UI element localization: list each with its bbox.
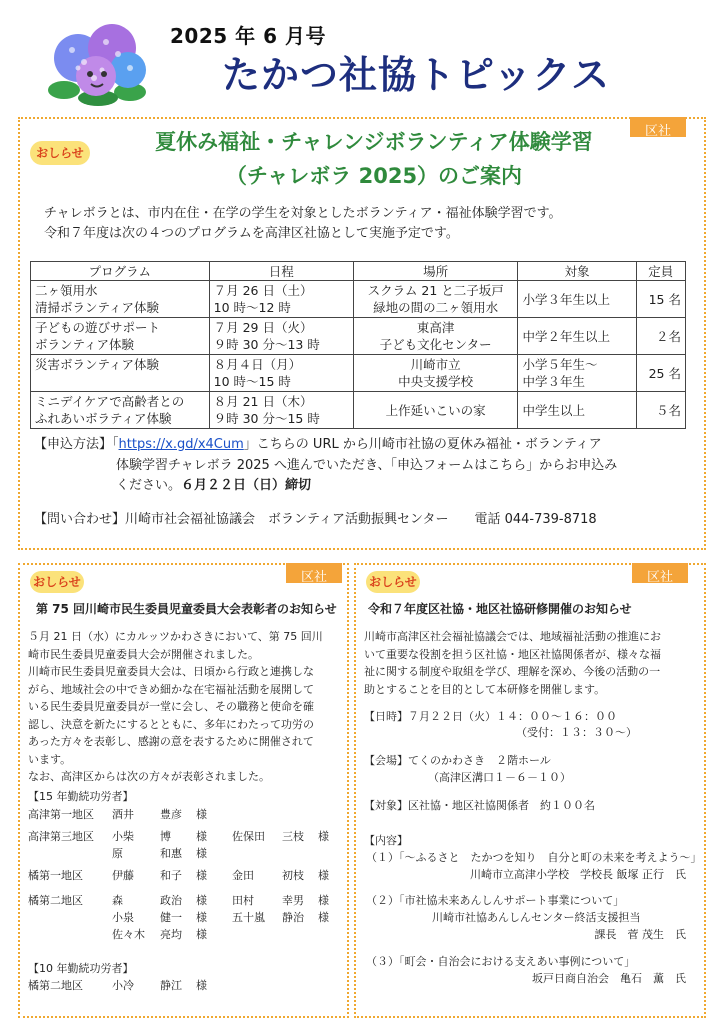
content-item-2-speaker-name: 課長 菅 茂生 氏: [594, 928, 686, 941]
oshirase-badge: おしらせ: [30, 571, 84, 593]
cell-capacity: 25 名: [636, 355, 685, 392]
cell-target: 中学生以上: [518, 392, 636, 429]
issue-date: 2025 年 6 月号: [170, 24, 326, 48]
col-header-schedule: 日程: [209, 262, 353, 281]
apply-line1: 【申込方法】「https://x.gd/x4Cum」こちらの URL から川崎市社協の夏休み福祉・ボランティア: [34, 437, 602, 452]
event-date: 【日時】７月２２日（火）１４：００～１６：００: [364, 710, 617, 723]
oshirase-badge: おしらせ: [30, 141, 90, 165]
table-row: [31, 318, 686, 355]
apply-line3: ください。６月２２日（日）締切: [116, 478, 312, 493]
event-venue-address: （高津区溝口１－６－１０）: [428, 771, 571, 784]
newsletter-title: たかつ社協トピックス: [222, 53, 611, 97]
award-row: 高津第一地区 酒井 豊彦 様: [28, 808, 207, 821]
apply-deadline: ６月２２日（日）締切: [181, 478, 312, 493]
cell-target: 中学２年生以上: [518, 318, 636, 355]
oshirase-badge: おしらせ: [366, 571, 420, 593]
cell-schedule: ８月４日（月） 10 時～15 時: [209, 355, 353, 392]
cell-place: 川崎市立 中央支援学校: [353, 355, 518, 392]
content-item-3-speaker: 坂戸日商自治会 亀石 薫 氏: [532, 972, 686, 985]
award-row: 橘第二地区 森 政治 様 田村 幸男 様 小泉 健一 様 五十嵐 静治 様 佐々木 亮均 様: [28, 894, 329, 941]
cell-program: ミニデイケアで高齢者との ふれあいボラティア体験: [31, 392, 210, 429]
cell-place: スクラム 21 と二子坂戸 緑地の間の二ヶ領用水: [353, 281, 518, 318]
cell-schedule: ７月 29 日（火） ９時 30 分～13 時: [209, 318, 353, 355]
col-header-target: 対象: [518, 262, 636, 281]
table-row: [31, 281, 686, 318]
section-tag: 区社協: [630, 117, 686, 137]
table-header-row: [31, 262, 686, 281]
cell-schedule: ８月 21 日（木） ９時 30 分～15 時: [209, 392, 353, 429]
article-title-line2: （チャレボラ 2025）のご案内: [225, 164, 523, 188]
cell-capacity: ５名: [636, 392, 685, 429]
event-target: 【対象】区社協・地区社協関係者 約１００名: [364, 799, 595, 812]
content-item-2-speaker-org: 川崎市社協あんしんセンター終活支援担当: [432, 911, 641, 924]
event-content-label: 【内容】: [364, 834, 408, 847]
cell-capacity: 15 名: [636, 281, 685, 318]
section-tag: 区社協: [632, 563, 688, 583]
content-item-2-title: （２）「市社協未来あんしんサポート事業について」: [366, 894, 625, 907]
award-row: 橘第二地区 小冷 静江 様: [28, 979, 207, 992]
program-table: [30, 261, 686, 429]
left-article-body: ５月 21 日（水）にカルッツかわさきにおいて、第 75 回川 崎市民生委員児童委員大会が開催されました。 川崎市民生委員児童委員大会は、日頃から行政と連携しな がら、地域社会の中できめ細かな在宅福祉活動を展開して いる民生委員児童委員が一堂に会し、その職務と使命を確 認し、決意を新たにするとともに、多年にわたって功労の あった方々を表彰し、感謝の意を表するために開催されて います。 なお、高津区からは次の方々が表彰されました。: [28, 630, 323, 783]
award-row: 高津第三地区 小柴 博 様 佐保田 三枝 様 原 和惠 様: [28, 830, 329, 860]
apply-line2: 体験学習チャレボラ 2025 へ進んでいただき、「申込フォームはこちら」からお申込み: [116, 458, 618, 473]
cell-program: 二ヶ領用水 清掃ボランティア体験: [31, 281, 210, 318]
cell-place: 東高津 子ども文化センター: [353, 318, 518, 355]
col-header-program: プログラム: [31, 262, 210, 281]
contact-line: 【問い合わせ】川崎市社会福祉協議会 ボランティア活動振興センター 電話 044-739-8718: [34, 512, 597, 527]
table-row: [31, 355, 686, 392]
cell-target: 小学５年生～ 中学３年生: [518, 355, 636, 392]
cell-program: 子どもの遊びサポート ボランティア体験: [31, 318, 210, 355]
apply-label: 【申込方法】: [34, 437, 113, 452]
cell-place: 上作延いこいの家: [353, 392, 518, 429]
col-header-place: 場所: [353, 262, 518, 281]
hydrangea-illustration: [44, 18, 152, 110]
article-title-line1: 夏休み福祉・チャレンジボランティア体験学習: [155, 130, 593, 154]
cell-capacity: ２名: [636, 318, 685, 355]
intro-line1: チャレボラとは、市内在住・在学の学生を対象としたボランティア・福祉体験学習です。: [44, 206, 562, 221]
left-article-title: 第 75 回川崎市民生委員児童委員大会表彰者のお知らせ: [36, 602, 337, 616]
col-header-capacity: 定員: [636, 262, 685, 281]
event-venue: 【会場】てくのかわさき ２階ホール: [364, 754, 551, 767]
award-10yr-label: 【10 年勤続功労者】: [28, 962, 134, 975]
apply-url-link[interactable]: https://x.gd/x4Cum: [118, 437, 244, 452]
event-reception: （受付：１３：３０～）: [516, 726, 637, 739]
content-item-1-speaker: 川崎市立高津小学校 学校長 飯塚 正行 氏: [470, 868, 686, 881]
table-row: [31, 392, 686, 429]
content-item-1-title: （１）「～ふるさと たかつを知り 自分と町の未来を考えよう～」: [366, 851, 702, 864]
right-article-body: 川崎市高津区社会福祉協議会では、地域福祉活動の推進にお いて重要な役割を担う区社協・地区社協関係者が、様々な福 祉に関する制度や取組を学び、理解を深め、今後の活動の一 助とすることを目的として本研修を開催します。: [364, 630, 661, 696]
intro-line2: 令和７年度は次の４つのプログラムを高津区社協として実施予定です。: [44, 226, 459, 241]
award-row: 橘第一地区 伊藤 和子 様 金田 初枝 様: [28, 869, 329, 882]
cell-schedule: ７月 26 日（土） 10 時～12 時: [209, 281, 353, 318]
award-15yr-label: 【15 年勤続功労者】: [28, 790, 134, 803]
section-tag: 区社協: [286, 563, 342, 583]
cell-target: 小学３年生以上: [518, 281, 636, 318]
content-item-3-title: （３）「町会・自治会における支えあい事例について」: [366, 955, 636, 968]
cell-program: 災害ボランティア体験: [31, 355, 210, 392]
right-article-title: 令和７年度区社協・地区社協研修開催のお知らせ: [368, 602, 632, 616]
